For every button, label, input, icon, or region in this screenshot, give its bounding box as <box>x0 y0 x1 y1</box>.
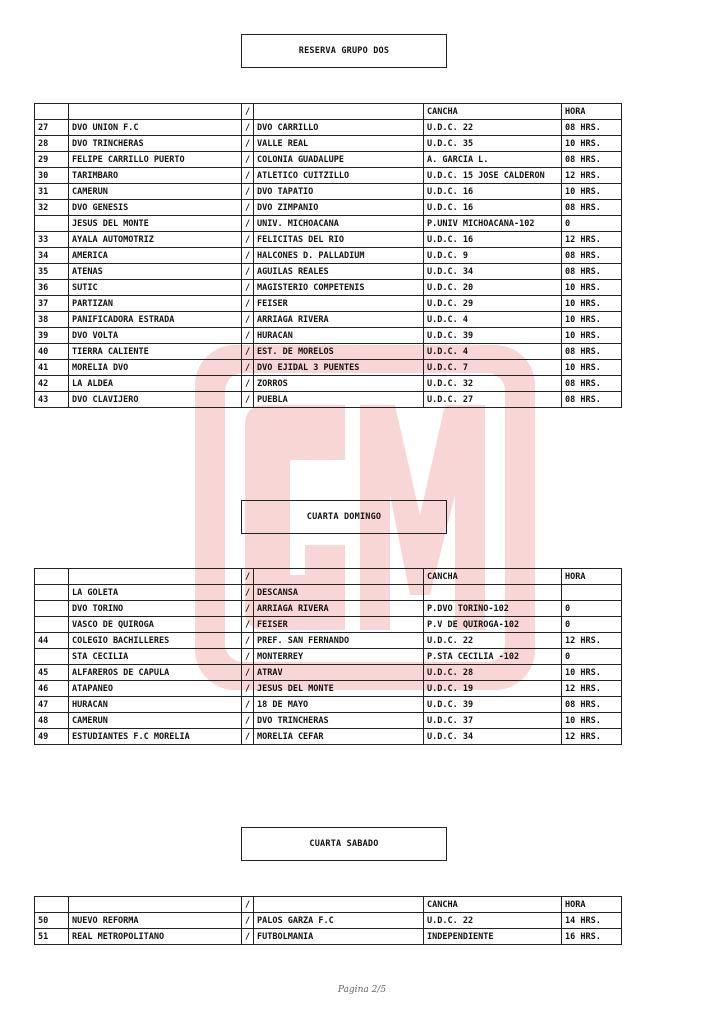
table-row <box>35 681 622 697</box>
cell-away-team: PREF. SAN FERNANDO <box>254 633 424 649</box>
cell-home-team: DVO TORINO <box>69 601 242 617</box>
cell-field: U.D.C. 35 <box>424 136 562 152</box>
cell-separator: / <box>242 248 254 264</box>
cell-separator: / <box>242 633 254 649</box>
cell-time: 10 HRS. <box>562 184 622 200</box>
cell-time: 0 <box>562 601 622 617</box>
cell-home-team: JESUS DEL MONTE <box>69 216 242 232</box>
cell-match-number <box>35 649 69 665</box>
cell-time: 12 HRS. <box>562 729 622 745</box>
cell-separator: / <box>242 184 254 200</box>
cell-home-team: MORELIA DVO <box>69 360 242 376</box>
table-header-row <box>35 897 622 913</box>
cell-away-team: FEISER <box>254 617 424 633</box>
cell-time: 16 HRS. <box>562 929 622 945</box>
cell-time: 08 HRS. <box>562 152 622 168</box>
table-row <box>35 729 622 745</box>
cell-time: 08 HRS. <box>562 697 622 713</box>
cell-away-team: ZORROS <box>254 376 424 392</box>
cell-field: U.D.C. 22 <box>424 633 562 649</box>
cell-home-team: TIERRA CALIENTE <box>69 344 242 360</box>
table-header-row <box>35 104 622 120</box>
cell-match-number: 48 <box>35 713 69 729</box>
table-row <box>35 152 622 168</box>
cell-home-team: COLEGIO BACHILLERES <box>69 633 242 649</box>
cell-match-number: 47 <box>35 697 69 713</box>
cell-time: 12 HRS. <box>562 633 622 649</box>
cell-match-number: 36 <box>35 280 69 296</box>
header-home-team <box>69 569 242 585</box>
table-row <box>35 392 622 408</box>
header-separator: / <box>242 897 254 913</box>
table-row <box>35 617 622 633</box>
cell-match-number: 34 <box>35 248 69 264</box>
table-row <box>35 713 622 729</box>
cell-field: U.D.C. 29 <box>424 296 562 312</box>
header-away-team <box>254 569 424 585</box>
cell-separator: / <box>242 120 254 136</box>
cell-separator: / <box>242 264 254 280</box>
cell-time: 08 HRS. <box>562 120 622 136</box>
table-row <box>35 601 622 617</box>
table-row <box>35 344 622 360</box>
cell-separator: / <box>242 681 254 697</box>
header-match-number <box>35 569 69 585</box>
cell-home-team: CAMERUN <box>69 713 242 729</box>
cell-separator: / <box>242 376 254 392</box>
cell-match-number: 45 <box>35 665 69 681</box>
cell-separator: / <box>242 168 254 184</box>
cell-match-number: 35 <box>35 264 69 280</box>
header-time: HORA <box>562 897 622 913</box>
cell-match-number <box>35 617 69 633</box>
cell-field: A. GARCIA L. <box>424 152 562 168</box>
cell-match-number: 29 <box>35 152 69 168</box>
cell-separator: / <box>242 200 254 216</box>
cell-match-number: 38 <box>35 312 69 328</box>
header-home-team <box>69 897 242 913</box>
cell-away-team: 18 DE MAYO <box>254 697 424 713</box>
cell-separator: / <box>242 617 254 633</box>
cell-time: 0 <box>562 216 622 232</box>
cell-field: U.D.C. 27 <box>424 392 562 408</box>
cell-field: U.D.C. 20 <box>424 280 562 296</box>
cell-away-team: HURACAN <box>254 328 424 344</box>
cell-time: 12 HRS. <box>562 168 622 184</box>
cell-separator: / <box>242 713 254 729</box>
cell-home-team: DVO UNION F.C <box>69 120 242 136</box>
cell-home-team: ESTUDIANTES F.C MORELIA <box>69 729 242 745</box>
schedule-table-cuarta-domingo <box>34 568 622 745</box>
cell-away-team: EST. DE MORELOS <box>254 344 424 360</box>
header-field: CANCHA <box>424 897 562 913</box>
cell-match-number: 31 <box>35 184 69 200</box>
cell-away-team: MONTERREY <box>254 649 424 665</box>
cell-separator: / <box>242 232 254 248</box>
table-row <box>35 120 622 136</box>
cell-time: 0 <box>562 617 622 633</box>
cell-match-number: 27 <box>35 120 69 136</box>
cell-away-team: JESUS DEL MONTE <box>254 681 424 697</box>
cell-away-team: ATLETICO CUITZILLO <box>254 168 424 184</box>
cell-time: 08 HRS. <box>562 264 622 280</box>
section-title-reserva: RESERVA GRUPO DOS <box>241 34 447 68</box>
cell-field: U.D.C. 16 <box>424 232 562 248</box>
cell-away-team: AGUILAS REALES <box>254 264 424 280</box>
cell-match-number: 41 <box>35 360 69 376</box>
header-separator: / <box>242 569 254 585</box>
cell-time: 08 HRS. <box>562 200 622 216</box>
cell-match-number: 49 <box>35 729 69 745</box>
cell-separator: / <box>242 392 254 408</box>
cell-separator: / <box>242 296 254 312</box>
header-home-team <box>69 104 242 120</box>
header-match-number <box>35 104 69 120</box>
cell-field: U.D.C. 4 <box>424 344 562 360</box>
cell-match-number: 44 <box>35 633 69 649</box>
table-row <box>35 376 622 392</box>
cell-match-number: 46 <box>35 681 69 697</box>
cell-field: P.STA CECILIA -102 <box>424 649 562 665</box>
cell-field: U.D.C. 16 <box>424 184 562 200</box>
cell-away-team: FUTBOLMANIA <box>254 929 424 945</box>
cell-away-team: PALOS GARZA F.C <box>254 913 424 929</box>
cell-away-team: PUEBLA <box>254 392 424 408</box>
section-title-cuarta-sabado: CUARTA SABADO <box>241 827 447 861</box>
table-row <box>35 136 622 152</box>
cell-match-number <box>35 601 69 617</box>
cell-time: 10 HRS. <box>562 280 622 296</box>
cell-away-team: MAGISTERIO COMPETENIS <box>254 280 424 296</box>
table-row <box>35 697 622 713</box>
table-row <box>35 665 622 681</box>
cell-separator: / <box>242 913 254 929</box>
page-number: Pagina 2/5 <box>337 985 387 995</box>
cell-separator: / <box>242 585 254 601</box>
table-row <box>35 649 622 665</box>
header-field: CANCHA <box>424 569 562 585</box>
table-row <box>35 585 622 601</box>
cell-separator: / <box>242 729 254 745</box>
cell-separator: / <box>242 216 254 232</box>
table-header-row <box>35 569 622 585</box>
header-field: CANCHA <box>424 104 562 120</box>
cell-field: INDEPENDIENTE <box>424 929 562 945</box>
header-time: HORA <box>562 104 622 120</box>
table-row <box>35 248 622 264</box>
cell-time: 12 HRS. <box>562 681 622 697</box>
cell-home-team: ATENAS <box>69 264 242 280</box>
cell-separator: / <box>242 601 254 617</box>
cell-home-team: LA ALDEA <box>69 376 242 392</box>
cell-field: U.D.C. 28 <box>424 665 562 681</box>
cell-match-number: 42 <box>35 376 69 392</box>
cell-away-team: DVO ZIMPANIO <box>254 200 424 216</box>
cell-field: U.D.C. 4 <box>424 312 562 328</box>
cell-away-team: DVO TRINCHERAS <box>254 713 424 729</box>
cell-time <box>562 585 622 601</box>
cell-time: 10 HRS. <box>562 312 622 328</box>
cell-field: U.D.C. 15 JOSE CALDERON <box>424 168 562 184</box>
table-row <box>35 929 622 945</box>
cell-separator: / <box>242 665 254 681</box>
cell-time: 0 <box>562 649 622 665</box>
table-row <box>35 200 622 216</box>
cell-home-team: TARIMBARO <box>69 168 242 184</box>
cell-field: U.D.C. 39 <box>424 697 562 713</box>
cell-match-number: 39 <box>35 328 69 344</box>
cell-home-team: STA CECILIA <box>69 649 242 665</box>
cell-home-team: SUTIC <box>69 280 242 296</box>
header-away-team <box>254 104 424 120</box>
cell-separator: / <box>242 328 254 344</box>
table-row <box>35 296 622 312</box>
cell-separator: / <box>242 929 254 945</box>
cell-match-number: 50 <box>35 913 69 929</box>
cell-home-team: VASCO DE QUIROGA <box>69 617 242 633</box>
cell-home-team: DVO VOLTA <box>69 328 242 344</box>
cell-field: U.D.C. 34 <box>424 264 562 280</box>
table-row <box>35 184 622 200</box>
cell-time: 08 HRS. <box>562 344 622 360</box>
cell-separator: / <box>242 360 254 376</box>
cell-home-team: LA GOLETA <box>69 585 242 601</box>
cell-away-team: HALCONES D. PALLADIUM <box>254 248 424 264</box>
cell-time: 10 HRS. <box>562 136 622 152</box>
cell-away-team: ATRAV <box>254 665 424 681</box>
cell-home-team: FELIPE CARRILLO PUERTO <box>69 152 242 168</box>
cell-match-number: 33 <box>35 232 69 248</box>
cell-home-team: CAMERUN <box>69 184 242 200</box>
cell-away-team: COLONIA GUADALUPE <box>254 152 424 168</box>
cell-match-number: 28 <box>35 136 69 152</box>
cell-away-team: DVO EJIDAL 3 PUENTES <box>254 360 424 376</box>
cell-field: U.D.C. 39 <box>424 328 562 344</box>
cell-match-number: 37 <box>35 296 69 312</box>
cell-match-number: 30 <box>35 168 69 184</box>
cell-field: P.UNIV MICHOACANA-102 <box>424 216 562 232</box>
cell-away-team: VALLE REAL <box>254 136 424 152</box>
cell-separator: / <box>242 152 254 168</box>
header-time: HORA <box>562 569 622 585</box>
table-row <box>35 328 622 344</box>
schedule-table-reserva <box>34 103 622 408</box>
cell-home-team: HURACAN <box>69 697 242 713</box>
cell-match-number: 40 <box>35 344 69 360</box>
cell-field: U.D.C. 9 <box>424 248 562 264</box>
table-row <box>35 216 622 232</box>
cell-separator: / <box>242 280 254 296</box>
cell-time: 10 HRS. <box>562 713 622 729</box>
cell-match-number <box>35 216 69 232</box>
cell-home-team: PARTIZAN <box>69 296 242 312</box>
cell-home-team: AYALA AUTOMOTRIZ <box>69 232 242 248</box>
cell-home-team: DVO TRINCHERAS <box>69 136 242 152</box>
cell-field: U.D.C. 19 <box>424 681 562 697</box>
cell-time: 10 HRS. <box>562 328 622 344</box>
cell-match-number: 51 <box>35 929 69 945</box>
header-match-number <box>35 897 69 913</box>
cell-field: P.DVO TORINO-102 <box>424 601 562 617</box>
table-row <box>35 280 622 296</box>
cell-away-team: DVO CARRILLO <box>254 120 424 136</box>
cell-time: 08 HRS. <box>562 376 622 392</box>
table-row <box>35 168 622 184</box>
cell-home-team: ALFAREROS DE CAPULA <box>69 665 242 681</box>
cell-time: 10 HRS. <box>562 360 622 376</box>
cell-field: U.D.C. 32 <box>424 376 562 392</box>
cell-away-team: ARRIAGA RIVERA <box>254 601 424 617</box>
table-row <box>35 913 622 929</box>
cell-home-team: ATAPANEO <box>69 681 242 697</box>
cell-away-team: ARRIAGA RIVERA <box>254 312 424 328</box>
table-row <box>35 232 622 248</box>
cell-time: 12 HRS. <box>562 232 622 248</box>
cell-separator: / <box>242 312 254 328</box>
schedule-table-cuarta-sabado <box>34 896 622 945</box>
cell-home-team: DVO CLAVIJERO <box>69 392 242 408</box>
cell-field: U.D.C. 22 <box>424 120 562 136</box>
cell-field <box>424 585 562 601</box>
table-row <box>35 264 622 280</box>
cell-separator: / <box>242 344 254 360</box>
cell-away-team: FEISER <box>254 296 424 312</box>
cell-home-team: NUEVO REFORMA <box>69 913 242 929</box>
table-row <box>35 312 622 328</box>
header-separator: / <box>242 104 254 120</box>
cell-home-team: REAL METROPOLITANO <box>69 929 242 945</box>
cell-away-team: DVO TAPATIO <box>254 184 424 200</box>
cell-field: P.V DE QUIROGA-102 <box>424 617 562 633</box>
table-row <box>35 360 622 376</box>
cell-away-team: DESCANSA <box>254 585 424 601</box>
cell-match-number <box>35 585 69 601</box>
cell-home-team: PANIFICADORA ESTRADA <box>69 312 242 328</box>
cell-field: U.D.C. 37 <box>424 713 562 729</box>
cell-separator: / <box>242 697 254 713</box>
cell-home-team: AMERICA <box>69 248 242 264</box>
cell-separator: / <box>242 649 254 665</box>
cell-match-number: 43 <box>35 392 69 408</box>
cell-away-team: UNIV. MICHOACANA <box>254 216 424 232</box>
cell-field: U.D.C. 34 <box>424 729 562 745</box>
cell-field: U.D.C. 22 <box>424 913 562 929</box>
header-away-team <box>254 897 424 913</box>
cell-time: 10 HRS. <box>562 665 622 681</box>
cell-time: 08 HRS. <box>562 248 622 264</box>
cell-home-team: DVO GENESIS <box>69 200 242 216</box>
cell-field: U.D.C. 7 <box>424 360 562 376</box>
cell-away-team: FELICITAS DEL RIO <box>254 232 424 248</box>
cell-separator: / <box>242 136 254 152</box>
cell-time: 10 HRS. <box>562 296 622 312</box>
cell-away-team: MORELIA CEFAR <box>254 729 424 745</box>
cell-match-number: 32 <box>35 200 69 216</box>
cell-time: 08 HRS. <box>562 392 622 408</box>
table-row <box>35 633 622 649</box>
cell-field: U.D.C. 16 <box>424 200 562 216</box>
cell-time: 14 HRS. <box>562 913 622 929</box>
section-title-cuarta-domingo: CUARTA DOMINGO <box>241 500 447 534</box>
